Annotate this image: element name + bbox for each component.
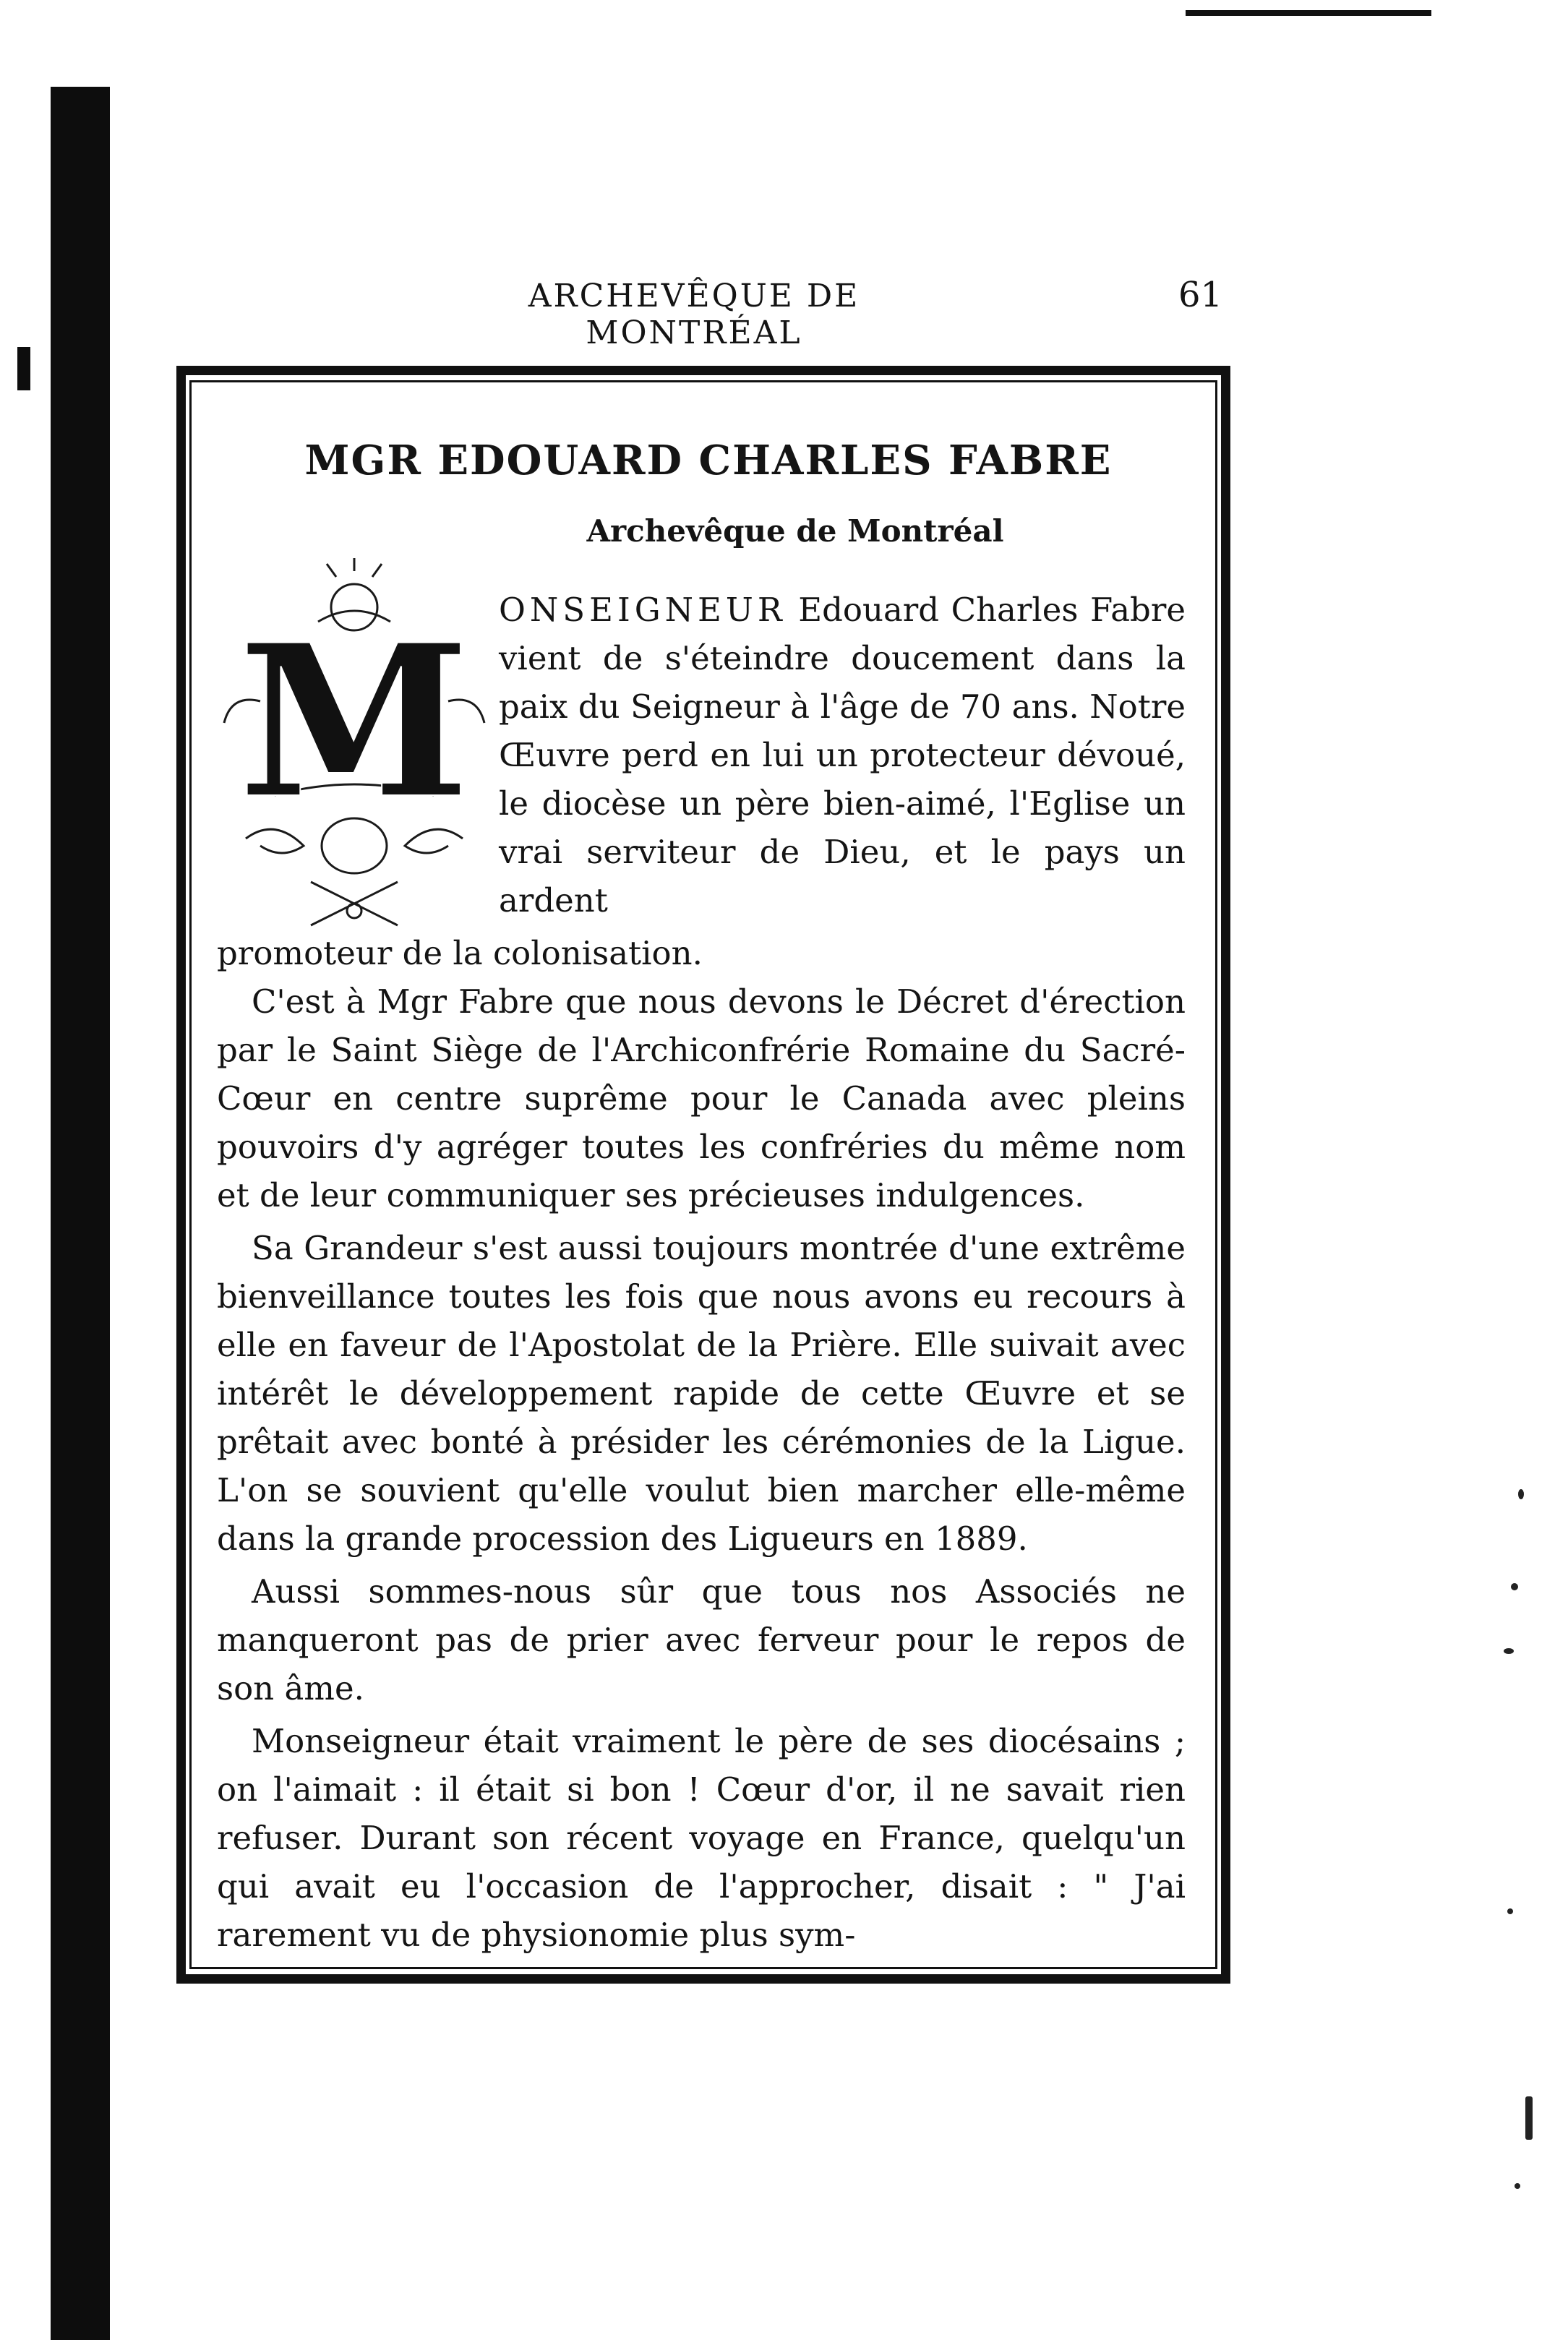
article-subtitle: Archevêque de Montréal: [586, 513, 1004, 549]
scan-speck: [1511, 1583, 1518, 1590]
scan-edge-mark: [17, 347, 30, 390]
dropcap-letter: M: [238, 599, 471, 845]
scan-speck: [1515, 2183, 1520, 2189]
scan-speck: [1525, 2096, 1533, 2140]
paragraph-1-tail: promoteur de la colonisation.: [217, 934, 703, 972]
paragraph-3: Sa Grandeur s'est aussi toujours montrée d'une extrême bienveillance toutes les fois que nous avons eu recours à elle en faveur de l'Apostolat de la Prière. Elle suivait avec intérêt le développement rapide de cette Œuvre et se prêtait avec bonté à présider les cérémonies de la Ligue. L'on se souvient qu'elle voulut bien marcher elle-même dans la grande procession des Ligueurs en 1889.: [217, 1229, 1186, 1558]
scan-top-rule: [1186, 10, 1431, 16]
running-title: ARCHEVÊQUE DE MONTRÉAL: [528, 278, 860, 351]
page-number: 61: [1178, 275, 1223, 315]
scan-edge-bar: [51, 87, 110, 2340]
paragraph-2: C'est à Mgr Fabre que nous devons le Décret d'érection par le Saint Siège de l'Archiconfrérie Romaine du Sacré-Cœur en centre suprême pour le Canada avec pleins pouvoirs d'y agréger toutes les confréries du même nom et de leur communiquer ses précieuses indulgences.: [217, 982, 1186, 1214]
paragraph-1-text: Edouard Charles Fabre vient de s'éteindre doucement dans la paix du Seigneur à l'âge de 70 ans. Notre Œuvre perd en lui un protecteur dévoué, le diocèse un père bien-aimé, l'Eglise un vrai serviteur de Dieu, et le pays un ardent: [499, 591, 1186, 920]
scan-speck: [1518, 1489, 1524, 1499]
article-title: MGR EDOUARD CHARLES FABRE: [304, 437, 1113, 484]
paragraph-1-caps: ONSEIGNEUR: [499, 591, 787, 629]
scan-speck: [1504, 1648, 1514, 1654]
article-body: [217, 586, 1186, 1963]
paragraph-4: Aussi sommes-nous sûr que tous nos Associés ne manqueront pas de prier avec ferveur pour le repos de son âme.: [217, 1572, 1186, 1707]
scan-speck: [1507, 1908, 1513, 1914]
paragraph-5: Monseigneur était vraiment le père de ses diocésains ; on l'aimait : il était si bon ! Cœur d'or, il ne savait rien refuser. Durant son récent voyage en France, quelqu'un qui avait eu l'occasion de l'approcher, disait : " J'ai rarement vu de physionomie plus sym-: [217, 1722, 1186, 1954]
paragraph-1: [499, 586, 1186, 925]
